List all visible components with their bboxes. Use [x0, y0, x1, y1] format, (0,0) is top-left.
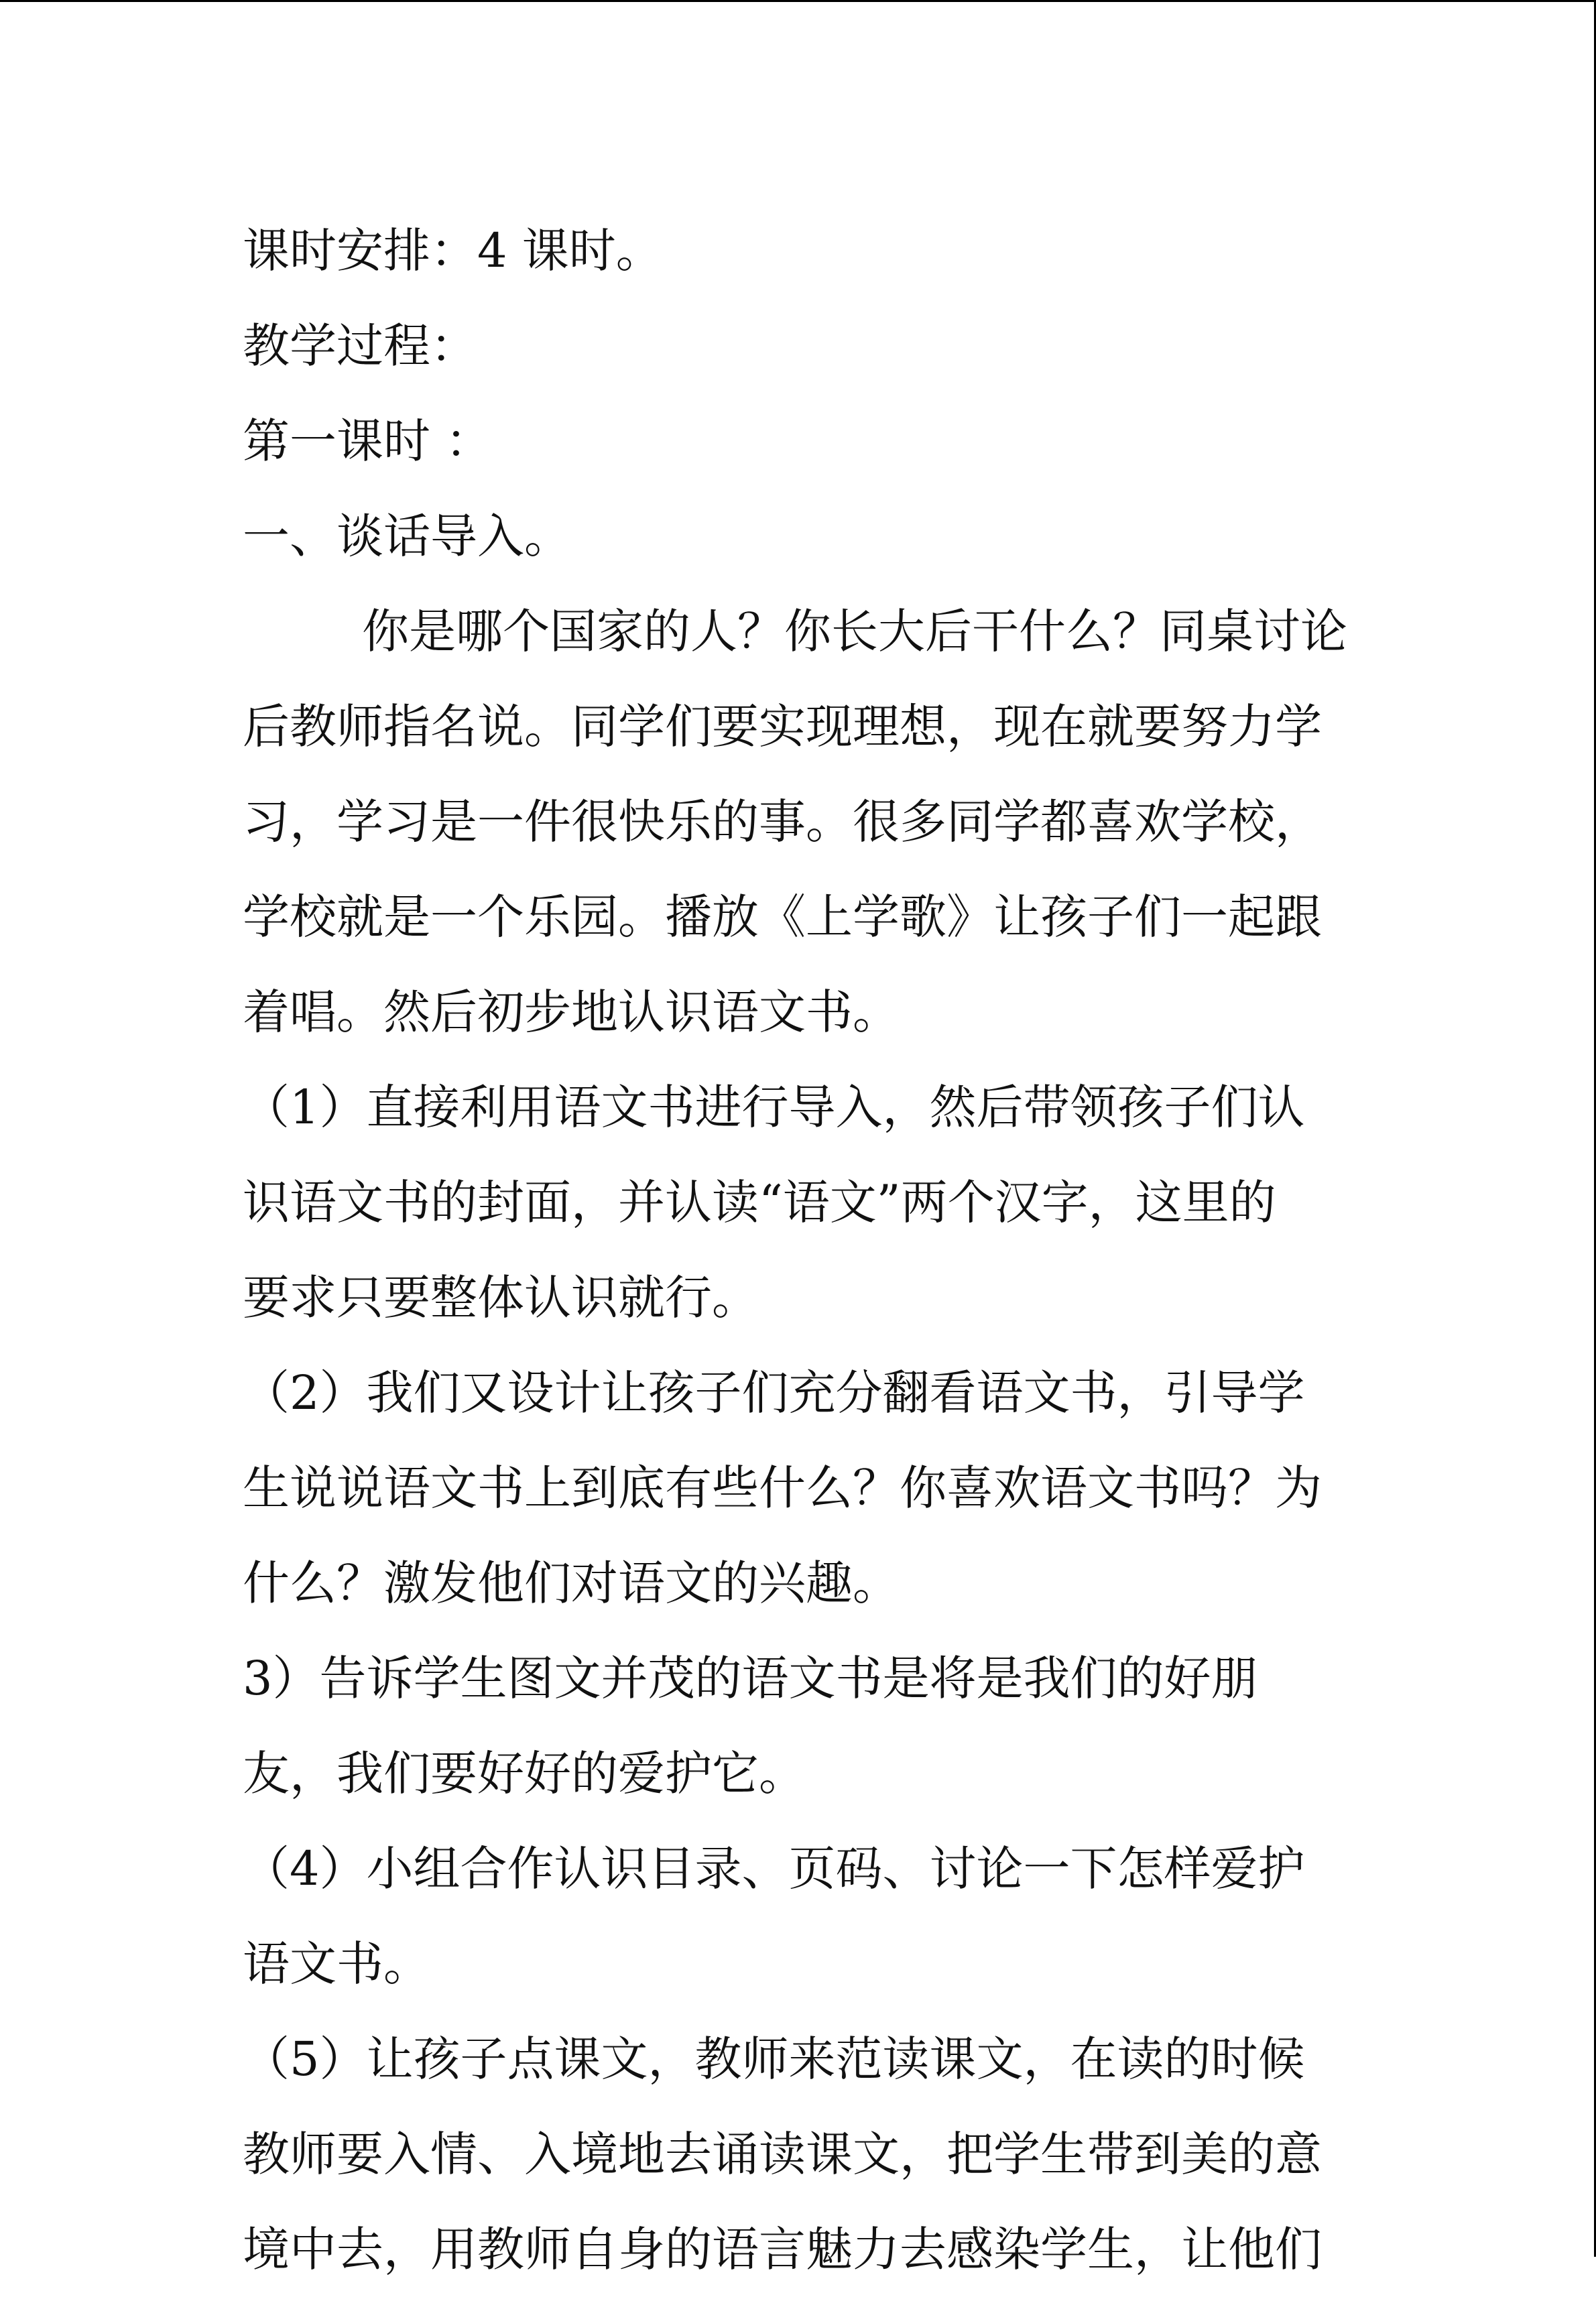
- text-line: 着唱。然后初步地认识语文书。: [243, 985, 900, 1040]
- text-line: 学校就是一个乐园。播放《上学歌》让孩子们一起跟: [243, 889, 1322, 944]
- text-line: 一、谈话导入。: [243, 509, 571, 564]
- text-line: 3）告诉学生图文并茂的语文书是将是我们的好朋: [243, 1651, 1258, 1706]
- text-line: （2）我们又设计让孩子们充分翻看语文书，引导学: [243, 1365, 1305, 1420]
- text-line: （5）让孩子点课文，教师来范读课文，在读的时候: [243, 2032, 1305, 2087]
- text-line: 习，学习是一件很快乐的事。很多同学都喜欢学校，: [243, 794, 1322, 849]
- text-line: 第一课时 ：: [243, 414, 493, 469]
- text-line: 境中去，用教师自身的语言魅力去感染学生，让他们: [243, 2222, 1322, 2277]
- text-line: 课时安排：4 课时。: [243, 223, 663, 278]
- text-line: 生说说语文书上到底有些什么？你喜欢语文书吗？为: [243, 1461, 1322, 1515]
- text-line: 后教师指名说。同学们要实现理想，现在就要努力学: [243, 699, 1322, 754]
- text-line: （1）直接利用语文书进行导入，然后带领孩子们认: [243, 1080, 1305, 1135]
- text-line: 你是哪个国家的人？你长大后干什么？同桌讨论: [243, 604, 1348, 659]
- text-line: 友，我们要好好的爱护它。: [243, 1746, 806, 1801]
- text-line: 语文书。: [243, 1936, 430, 1991]
- document-body: [243, 203, 1369, 2297]
- text-line: （4）小组合作认识目录、页码、讨论一下怎样爱护: [243, 1841, 1305, 1896]
- text-line: 教师要入情、入境地去诵读课文，把学生带到美的意: [243, 2127, 1322, 2182]
- text-line: 识语文书的封面，并认读“语文”两个汉字，这里的: [243, 1175, 1276, 1230]
- text-line: 要求只要整体认识就行。: [243, 1270, 759, 1325]
- text-line: 什么？激发他们对语文的兴趣。: [243, 1556, 900, 1611]
- text-line: 教学过程：: [243, 318, 477, 373]
